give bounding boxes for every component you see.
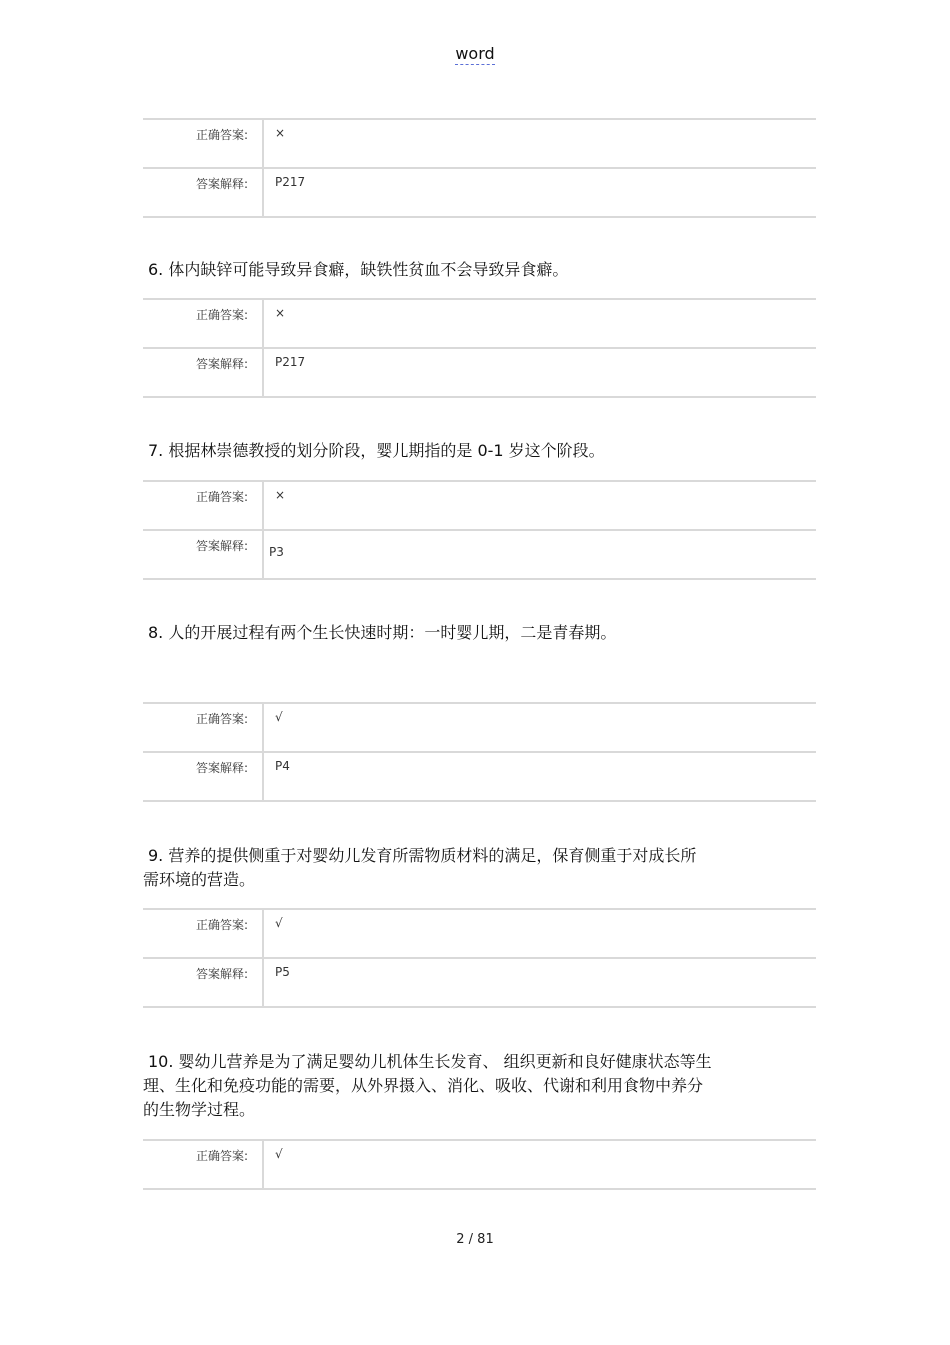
question-9 <box>143 844 803 892</box>
answer-table <box>143 702 816 802</box>
explain-value: P4 <box>275 759 290 773</box>
question-line: 需环境的营造。 <box>143 870 256 889</box>
answer-table <box>143 298 816 398</box>
answer-table <box>143 480 816 580</box>
answer-label: 正确答案: <box>195 308 248 322</box>
question-7: 7. 根据林崇德教授的划分阶段，婴儿期指的是 0-1 岁这个阶段。 <box>148 441 605 460</box>
answer-table <box>143 1139 816 1190</box>
question-6: 6. 体内缺锌可能导致异食癖，缺铁性贫血不会导致异食癖。 <box>148 260 569 279</box>
answer-value: × <box>275 488 286 502</box>
answer-row <box>143 1141 816 1188</box>
explain-label: 答案解释: <box>195 177 248 191</box>
answer-row <box>143 482 816 529</box>
explain-value: P217 <box>275 175 306 189</box>
question-8: 8. 人的开展过程有两个生长快速时期：一时婴儿期，二是青春期。 <box>148 623 617 642</box>
explain-label: 答案解释: <box>195 967 248 981</box>
answer-value: × <box>275 306 286 320</box>
answer-row <box>143 120 816 167</box>
answer-label: 正确答案: <box>195 1149 248 1163</box>
question-line: 的生物学过程。 <box>143 1100 256 1119</box>
question-line: 9. 营养的提供侧重于对婴幼儿发育所需物质材料的满足，保育侧重于对成长所 <box>148 846 697 865</box>
explain-label: 答案解释: <box>195 539 248 553</box>
explain-label: 答案解释: <box>195 761 248 775</box>
question-line: 10. 婴幼儿营养是为了满足婴幼儿机体生长发育、 组织更新和良好健康状态等生 <box>148 1052 712 1071</box>
explain-row <box>143 347 816 396</box>
page-header <box>0 44 950 63</box>
explain-row <box>143 957 816 1006</box>
explain-row <box>143 751 816 800</box>
explain-row <box>143 529 816 578</box>
answer-value: √ <box>275 710 283 724</box>
answer-row <box>143 910 816 957</box>
answer-row <box>143 300 816 347</box>
answer-label: 正确答案: <box>195 490 248 504</box>
question-line: 理、生化和免疫功能的需要，从外界摄入、消化、吸收、代谢和利用食物中养分 <box>143 1076 704 1095</box>
answer-value: × <box>275 126 286 140</box>
answer-table <box>143 118 816 218</box>
answer-label: 正确答案: <box>195 918 248 932</box>
explain-label: 答案解释: <box>195 357 248 371</box>
answer-label: 正确答案: <box>195 128 248 142</box>
header-title: word <box>455 44 495 63</box>
answer-value: √ <box>275 1147 283 1161</box>
page-number: 2 / 81 <box>456 1232 494 1247</box>
question-10 <box>143 1050 803 1122</box>
explain-row <box>143 167 816 216</box>
explain-value: P217 <box>275 355 306 369</box>
explain-value: P3 <box>269 545 284 559</box>
answer-row <box>143 704 816 751</box>
answer-table <box>143 908 816 1008</box>
answer-value: √ <box>275 916 283 930</box>
explain-value: P5 <box>275 965 290 979</box>
answer-label: 正确答案: <box>195 712 248 726</box>
